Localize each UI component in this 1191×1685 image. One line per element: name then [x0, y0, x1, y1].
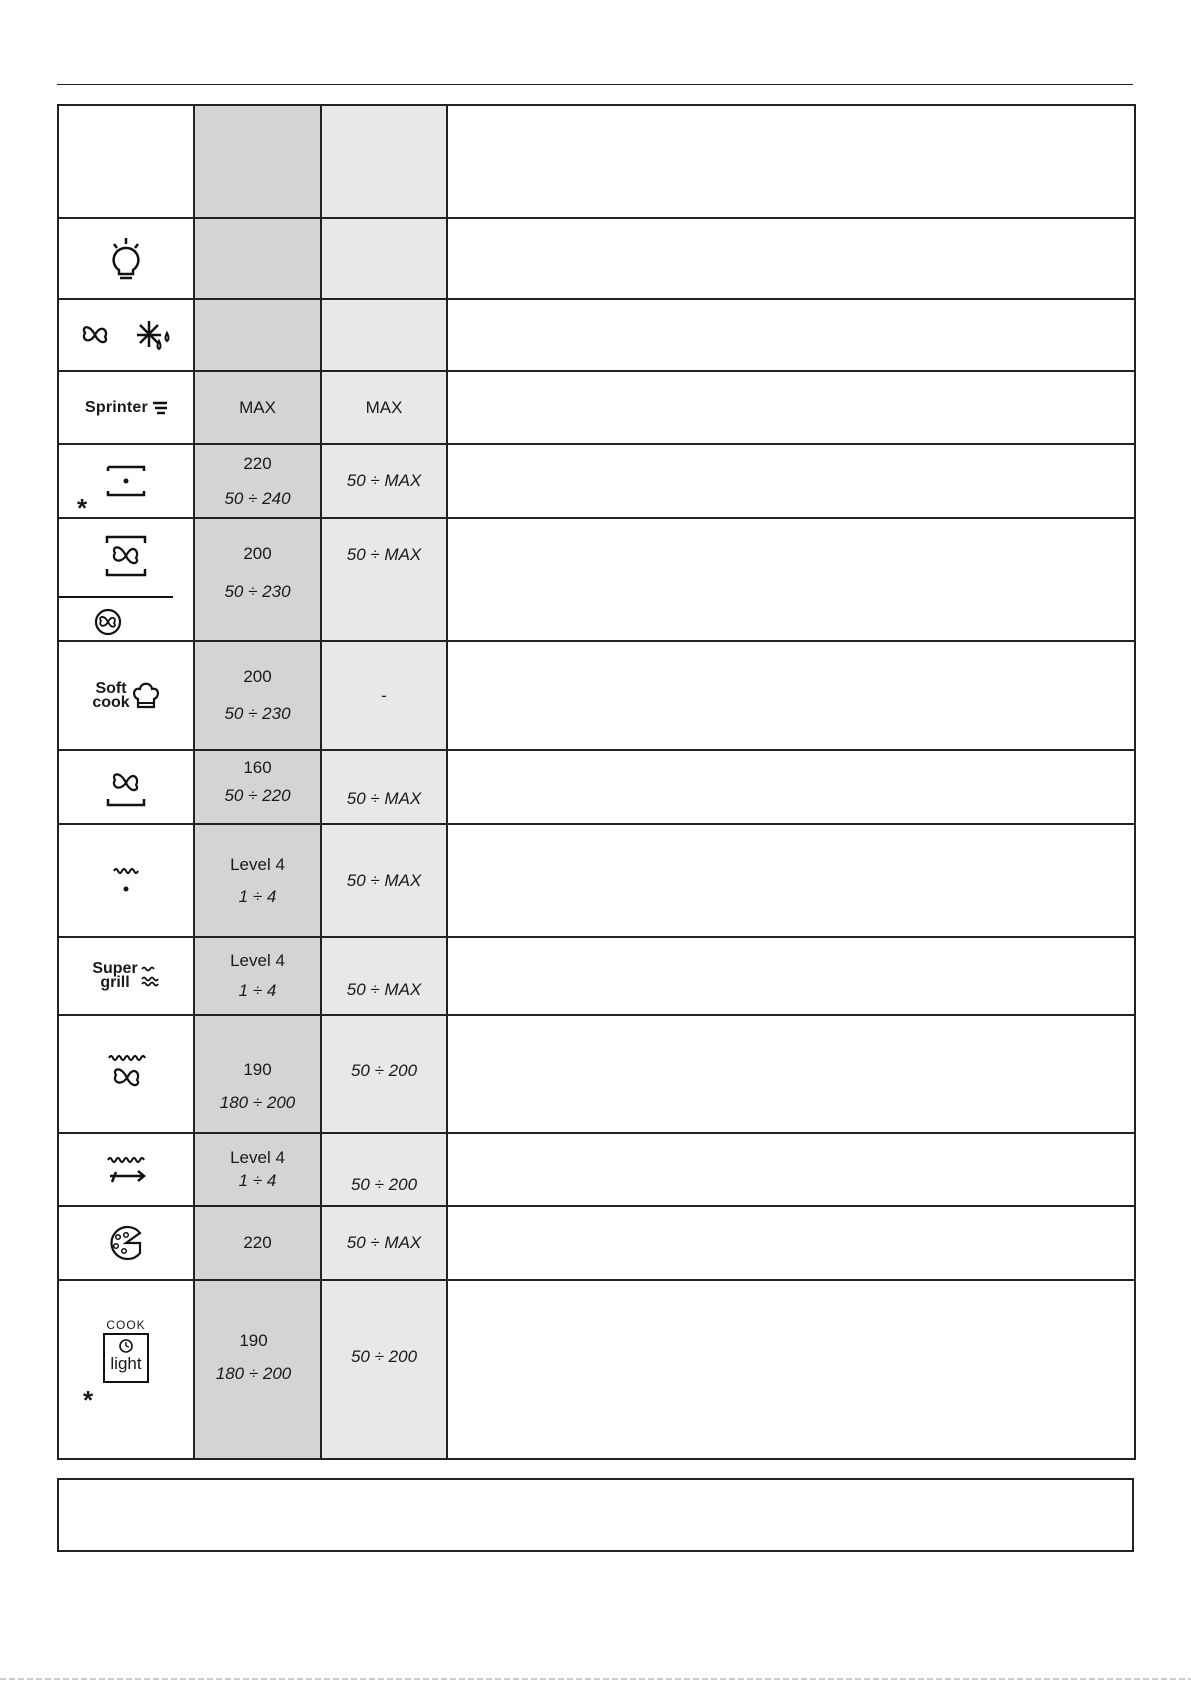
- temp-cell: [194, 937, 321, 1015]
- table-row: [58, 444, 1135, 518]
- icon-cell: [58, 371, 194, 444]
- temp-range: 180 ÷ 200: [219, 1093, 296, 1112]
- icon-cell: [58, 641, 194, 750]
- temp-cell: [194, 518, 321, 641]
- temp-value: 200: [243, 544, 272, 563]
- fan-ring-icon: [93, 607, 123, 637]
- temp-range: 50 ÷ 240: [224, 488, 291, 508]
- fan-grill-icon: [107, 1052, 147, 1096]
- temp-cell: [194, 1280, 321, 1459]
- temp-cell: [194, 218, 321, 299]
- temp-range: 50 ÷ 230: [224, 582, 291, 601]
- core-temp-value: 50 ÷ 200: [350, 1175, 418, 1194]
- temp-cell: [194, 105, 321, 218]
- core-temp-value: 50 ÷ MAX: [346, 789, 422, 808]
- icon-cell: [58, 105, 194, 218]
- note-box: [57, 1478, 1134, 1552]
- temp-range: 1 ÷ 4: [238, 886, 277, 906]
- table-row: [58, 518, 1135, 641]
- core-temp-cell: [321, 1015, 447, 1133]
- core-temp-cell: [321, 1206, 447, 1280]
- core-temp-cell: [321, 105, 447, 218]
- temp-value: 200: [243, 667, 272, 686]
- description-cell: [447, 750, 1135, 824]
- table-row: [58, 299, 1135, 371]
- core-temp-cell: [321, 1280, 447, 1459]
- core-temp-cell: [321, 1133, 447, 1206]
- super-grill-label-2: grill: [100, 974, 130, 991]
- temp-cell: [194, 750, 321, 824]
- temp-cell: [194, 1015, 321, 1133]
- icon-cell: [58, 824, 194, 937]
- icon-cell: [58, 750, 194, 824]
- core-temp-cell: [321, 641, 447, 750]
- core-temp-cell: [321, 218, 447, 299]
- temp-value: 190: [243, 1060, 272, 1079]
- chef-hat-icon: [132, 681, 160, 711]
- light-label: light: [110, 1354, 142, 1373]
- table-row: [58, 371, 1135, 444]
- core-temp-value: 50 ÷ MAX: [346, 471, 422, 490]
- core-temp-value: -: [381, 685, 387, 705]
- table-row: [58, 641, 1135, 750]
- table-row: [58, 105, 1135, 218]
- description-cell: [447, 444, 1135, 518]
- table-row: [58, 1280, 1135, 1459]
- fan-bottom-heat-icon: [104, 765, 148, 809]
- temp-cell: [194, 1206, 321, 1280]
- table-row: [58, 1015, 1135, 1133]
- core-temp-cell: [321, 750, 447, 824]
- grill-icon: [111, 863, 141, 899]
- asterisk-marker: *: [77, 493, 88, 523]
- temp-cell: [194, 299, 321, 371]
- icon-divider: [59, 596, 173, 598]
- pizza-icon: [104, 1225, 148, 1261]
- temp-cell: [194, 824, 321, 937]
- temp-cell: [194, 1133, 321, 1206]
- description-cell: [447, 1133, 1135, 1206]
- icon-cell: [58, 1015, 194, 1133]
- temp-value: 220: [243, 1233, 272, 1252]
- description-cell: [447, 1280, 1135, 1459]
- description-cell: [447, 937, 1135, 1015]
- core-temp-value: 50 ÷ MAX: [346, 870, 422, 890]
- table-row: [58, 937, 1135, 1015]
- description-cell: [447, 1015, 1135, 1133]
- soft-cook-icon: [92, 681, 159, 711]
- table-row: [58, 824, 1135, 937]
- sprinter-icon: [85, 399, 167, 417]
- core-temp-value: 50 ÷ MAX: [346, 980, 422, 999]
- description-cell: [447, 641, 1135, 750]
- icon-cell: [58, 299, 194, 371]
- clock-icon: [118, 1338, 134, 1354]
- temp-value: Level 4: [230, 854, 285, 874]
- icon-cell: [58, 1206, 194, 1280]
- core-temp-value: 50 ÷ MAX: [346, 545, 422, 564]
- cook-label: COOK: [106, 1318, 146, 1332]
- core-temp-value: MAX: [365, 397, 403, 417]
- icon-cell: [58, 518, 194, 641]
- temp-cell: [194, 641, 321, 750]
- asterisk-marker: *: [83, 1385, 94, 1415]
- icon-cell: [58, 444, 194, 523]
- temp-range: 50 ÷ 220: [224, 786, 291, 805]
- core-temp-value: 50 ÷ 200: [350, 1061, 418, 1080]
- icon-cell: [58, 937, 194, 1015]
- table-row: [58, 218, 1135, 299]
- super-grill-icon: [92, 962, 159, 990]
- static-heat-icon: [104, 459, 148, 503]
- description-cell: [447, 1206, 1135, 1280]
- core-temp-value: 50 ÷ MAX: [346, 1233, 422, 1252]
- description-cell: [447, 105, 1135, 218]
- temp-value: 160: [243, 758, 272, 777]
- icon-cell: [58, 1133, 194, 1206]
- icon-cell: [58, 218, 194, 299]
- core-temp-cell: [321, 299, 447, 371]
- soft-cook-label-1: Soft: [95, 679, 127, 697]
- defrost-icon: [133, 315, 173, 355]
- temp-value: Level 4: [230, 951, 285, 970]
- description-cell: [447, 218, 1135, 299]
- soft-cook-label-2: cook: [92, 693, 130, 711]
- core-temp-cell: [321, 937, 447, 1015]
- super-grill-waves-icon: [140, 963, 160, 989]
- description-cell: [447, 824, 1135, 937]
- temp-range: 1 ÷ 4: [238, 1171, 277, 1190]
- fan-heat-icon: [103, 533, 149, 579]
- description-cell: [447, 371, 1135, 444]
- temp-value: 190: [239, 1331, 268, 1350]
- table-row: [58, 1133, 1135, 1206]
- lamp-icon: [106, 236, 146, 282]
- cook-light-icon: [101, 1319, 151, 1383]
- temp-cell: [194, 444, 321, 518]
- table-row: [58, 750, 1135, 824]
- core-temp-cell: [321, 444, 447, 518]
- core-temp-value: 50 ÷ 200: [350, 1347, 418, 1366]
- description-cell: [447, 518, 1135, 641]
- temp-cell: [194, 371, 321, 444]
- bottom-edge: [0, 1678, 1191, 1680]
- core-temp-cell: [321, 371, 447, 444]
- rotisserie-grill-icon: [104, 1152, 148, 1188]
- sprinter-label: Sprinter: [85, 398, 148, 416]
- core-temp-cell: [321, 518, 447, 641]
- top-rule: [57, 84, 1133, 85]
- temp-range: 1 ÷ 4: [238, 981, 277, 1000]
- temp-value: Level 4: [230, 1148, 285, 1167]
- temp-range: 50 ÷ 230: [224, 704, 291, 723]
- temp-value: MAX: [239, 397, 276, 417]
- table-row: [58, 1206, 1135, 1280]
- temp-value: 220: [243, 453, 272, 473]
- oven-functions-table: [57, 104, 1136, 1460]
- temp-range: 180 ÷ 200: [215, 1364, 292, 1383]
- super-grill-label-1: Super: [92, 960, 138, 977]
- description-cell: [447, 299, 1135, 371]
- fan-icon: [79, 319, 111, 351]
- core-temp-cell: [321, 824, 447, 937]
- icon-cell: [58, 1280, 194, 1459]
